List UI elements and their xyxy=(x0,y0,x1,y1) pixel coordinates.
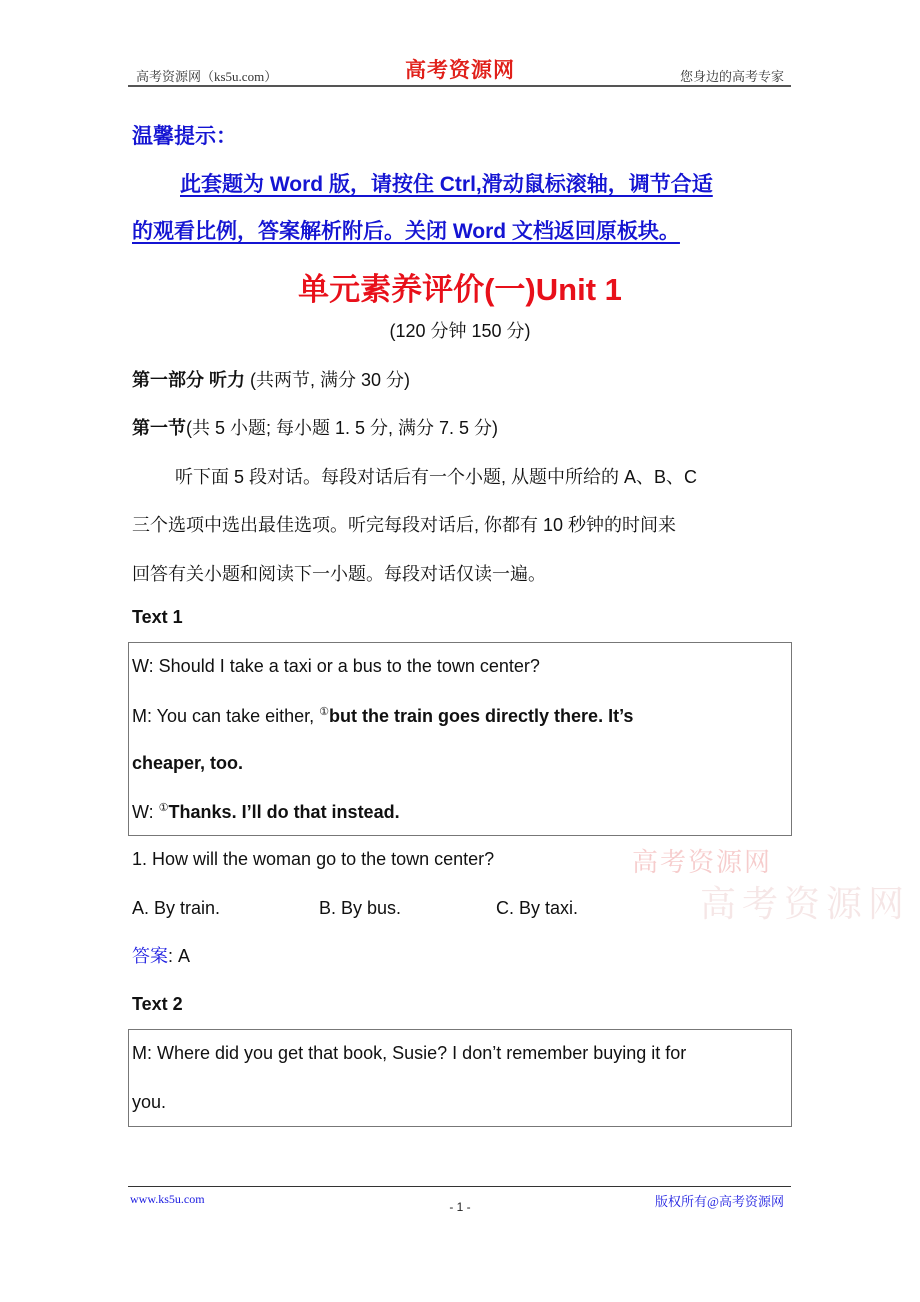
footer-divider xyxy=(128,1186,791,1187)
transcript-key-text: but the train goes directly there. It’s xyxy=(329,706,634,726)
transcript-speaker-text: M: You can take either, xyxy=(132,706,320,726)
part-heading-title: 第一部分 听力 xyxy=(132,370,246,390)
instructions-line-3: 回答有关小题和阅读下一小题。每段对话仅读一遍。 xyxy=(132,564,546,584)
answer xyxy=(132,942,190,968)
watermark-large: 高考资源网 xyxy=(700,884,911,924)
text1-label: Text 1 xyxy=(132,607,183,627)
footer-copyright: 版权所有@高考资源网 xyxy=(655,1194,784,1209)
circled-one-marker: ① xyxy=(158,802,169,814)
text2-label: Text 2 xyxy=(132,994,183,1014)
circled-one-marker: ① xyxy=(319,706,330,718)
answer-value: : A xyxy=(168,946,191,966)
part-heading xyxy=(132,366,410,392)
transcript-key-text: Thanks. I’ll do that instead. xyxy=(168,802,400,822)
document-title: 单元素养评价(一)Unit 1 xyxy=(298,272,622,307)
section-heading-title: 第一节 xyxy=(132,418,186,438)
tip-title: 温馨提示： xyxy=(132,125,237,148)
part-heading-note: (共两节, 满分 30 分) xyxy=(245,370,411,390)
tip-link-line-1[interactable]: 此套题为 Word 版，请按住 Ctrl,滑动鼠标滚轴，调节合适 xyxy=(180,173,713,196)
transcript-line xyxy=(132,705,633,727)
watermark-small: 高考资源网 xyxy=(632,848,773,877)
instructions-line-2: 三个选项中选出最佳选项。听完每段对话后, 你都有 10 秒钟的时间来 xyxy=(132,515,677,535)
option-a: A. By train. xyxy=(132,898,221,918)
footer-website-link[interactable]: www.ks5u.com xyxy=(130,1192,205,1206)
answer-label: 答案 xyxy=(132,946,168,966)
option-c: C. By taxi. xyxy=(496,898,579,918)
text2-transcript-box xyxy=(128,1029,792,1127)
instructions-line-1: 听下面 5 段对话。每段对话后有一个小题, 从题中所给的 A、B、C xyxy=(175,467,698,487)
text1-transcript-box xyxy=(128,642,792,836)
tip-link-line-2[interactable]: 的观看比例，答案解析附后。关闭 Word 文档返回原板块。 xyxy=(132,220,680,243)
page-number: - 1 - xyxy=(449,1200,471,1214)
transcript-line: you. xyxy=(132,1092,167,1112)
header-logo: 高考资源网 xyxy=(405,58,515,82)
header-divider xyxy=(128,85,791,87)
header-site-name: 高考资源网（ks5u.com） xyxy=(136,69,278,84)
transcript-speaker-text: W: xyxy=(132,802,159,822)
section-heading xyxy=(132,414,498,440)
option-b: B. By bus. xyxy=(319,898,402,918)
transcript-line: W: Should I take a taxi or a bus to the town center? xyxy=(132,656,540,676)
transcript-line: M: Where did you get that book, Susie? I don’t remember buying it for xyxy=(132,1043,687,1063)
section-heading-note: (共 5 小题; 每小题 1. 5 分, 满分 7. 5 分) xyxy=(186,418,499,438)
document-subtitle: (120 分钟 150 分) xyxy=(389,321,531,341)
question-1: 1. How will the woman go to the town center? xyxy=(132,849,495,869)
transcript-line xyxy=(132,801,400,823)
header-slogan: 您身边的高考专家 xyxy=(679,69,784,84)
transcript-key-text-cont: cheaper, too. xyxy=(132,753,244,773)
